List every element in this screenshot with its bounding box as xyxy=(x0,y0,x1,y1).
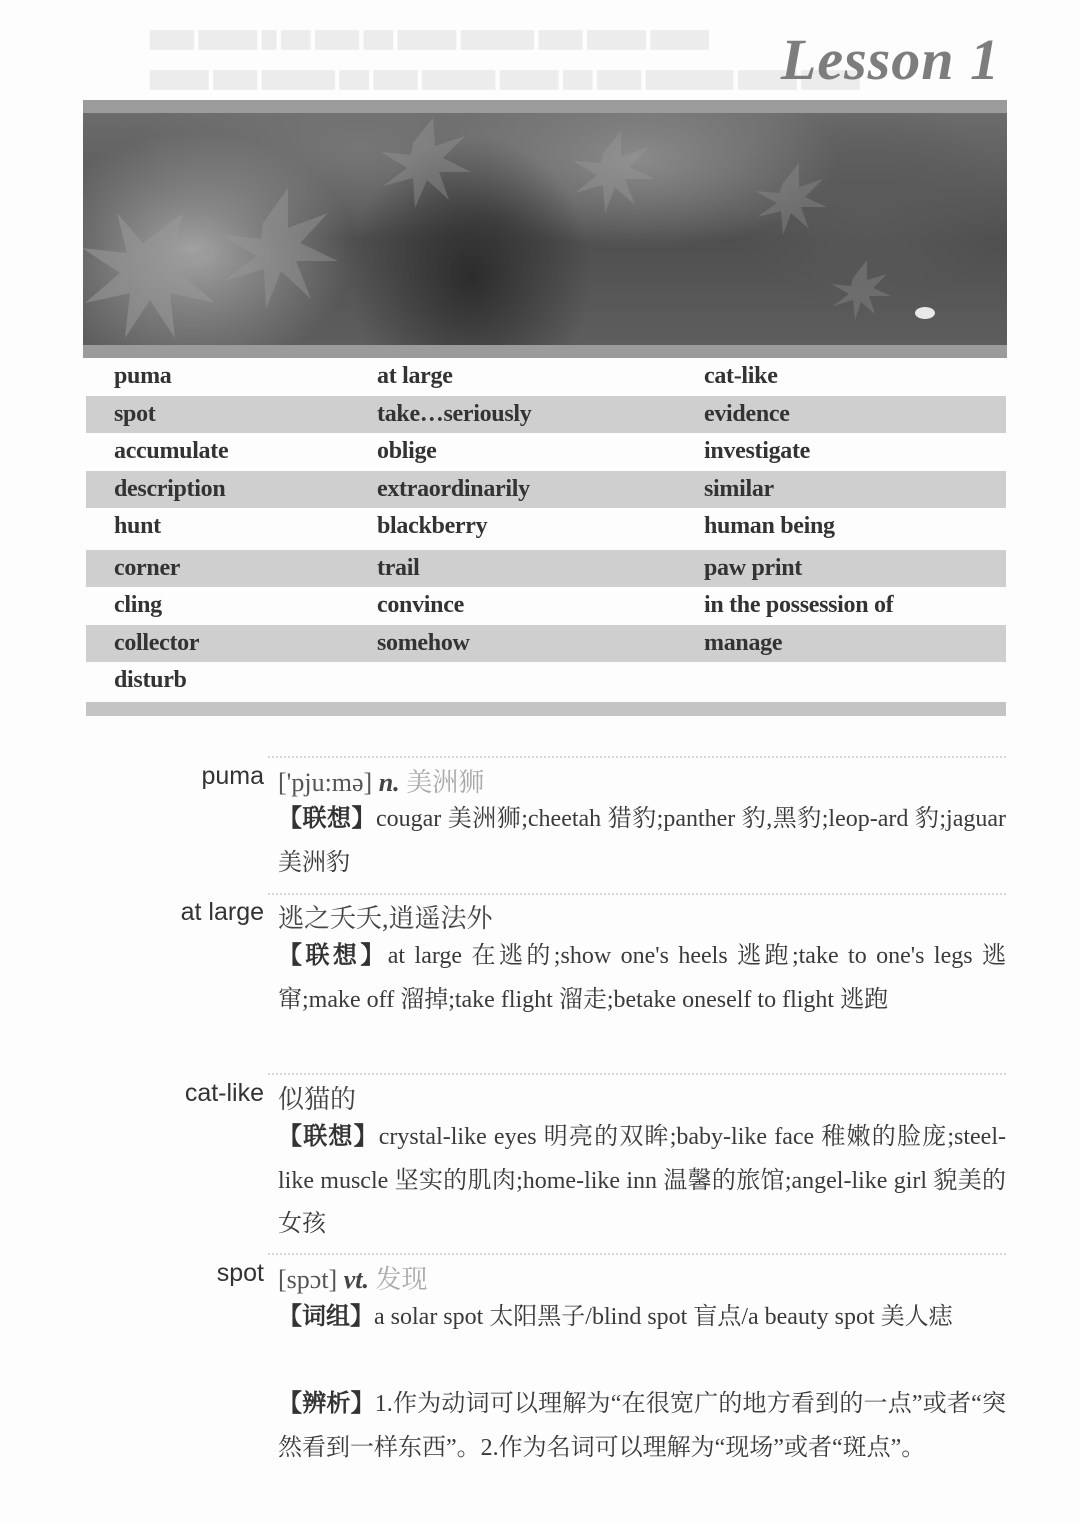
vocab-word: puma xyxy=(114,363,172,390)
entry-section xyxy=(278,1116,1006,1247)
vocab-row xyxy=(86,587,1006,625)
entry-headword: spot xyxy=(216,1259,264,1287)
entry-phonetic: ['pju:mə] xyxy=(278,768,373,797)
entry-headword: puma xyxy=(201,762,264,790)
entry-section xyxy=(278,935,1006,1022)
vocab-word: paw print xyxy=(704,554,802,581)
maple-leaves-photo xyxy=(83,113,1007,345)
vocab-row xyxy=(86,662,1006,700)
entry-section xyxy=(278,798,1006,885)
vocab-word: cat-like xyxy=(704,363,778,390)
entry-phonetic: [spɔt] xyxy=(278,1265,338,1294)
bleed-through-text: ▇▇▇▇ ▇▇▇ ▇▇▇▇▇ ▇▇ ▇▇▇ ▇▇▇▇▇ ▇▇▇▇ ▇▇ ▇▇▇ ▇▇▇▇▇▇ ▇▇▇▇ ▇▇▇▇ xyxy=(150,69,860,90)
entry-definition xyxy=(278,1259,427,1296)
entry-definition xyxy=(278,1079,356,1116)
vocab-word: spot xyxy=(114,400,156,427)
vocab-row xyxy=(86,625,1006,663)
section-text: a solar spot 太阳黑子/blind spot 盲点/a beauty spot 美人痣 xyxy=(374,1304,953,1330)
entry-definition xyxy=(278,898,493,935)
vocab-row xyxy=(86,433,1006,471)
vocab-word: blackberry xyxy=(377,513,488,540)
vocab-row xyxy=(86,396,1006,434)
entry-section xyxy=(278,1296,1006,1340)
vocab-row xyxy=(86,471,1006,509)
vocab-word: human being xyxy=(704,513,835,540)
vocab-word: trail xyxy=(377,554,420,581)
entry-divider xyxy=(268,1073,1006,1075)
entry-meaning: 发现 xyxy=(375,1265,428,1294)
section-text: 1.作为动词可以理解为“在很宽广的地方看到的一点”或者“突然看到一样东西”。2.作为名词可以理解为“现场”或者“斑点”。 xyxy=(278,1391,1006,1461)
entry-headline xyxy=(0,762,1080,802)
vocab-word: extraordinarily xyxy=(377,475,530,502)
entry-headline xyxy=(0,1259,1080,1299)
entry-definition xyxy=(278,762,484,799)
vocab-row xyxy=(86,550,1006,588)
vocab-row xyxy=(86,508,1006,546)
vocab-word: manage xyxy=(704,629,783,656)
entry-divider xyxy=(268,893,1006,895)
entry-part-of-speech: vt. xyxy=(343,1265,369,1294)
entry-section xyxy=(278,1383,1006,1470)
lesson-title: Lesson 1 xyxy=(780,27,1000,92)
entry-headline xyxy=(0,898,1080,938)
entry-headword: at large xyxy=(180,898,264,926)
entry-headline xyxy=(0,1079,1080,1119)
vocab-word: corner xyxy=(114,554,181,581)
vocab-word: investigate xyxy=(704,438,811,465)
section-tag: 【联想】 xyxy=(278,806,376,832)
vocab-word: collector xyxy=(114,629,200,656)
entry-divider xyxy=(268,1253,1006,1255)
entry-meaning: 似猫的 xyxy=(278,1085,357,1114)
vocab-word: somehow xyxy=(377,629,470,656)
section-text: at large 在逃的;show one's heels 逃跑;take to one's legs 逃窜;make off 溜掉;take flight 溜走;betake oneself to flight 逃跑 xyxy=(278,943,1007,1013)
vocab-word: convince xyxy=(377,592,464,619)
vocab-word: accumulate xyxy=(114,438,229,465)
entry-headword: cat-like xyxy=(184,1079,264,1107)
section-tag: 【词组】 xyxy=(278,1304,374,1330)
section-tag: 【联想】 xyxy=(278,943,388,969)
vocab-word: oblige xyxy=(377,438,437,465)
section-text: cougar 美洲狮;cheetah 猎豹;panther 豹,黑豹;leop-ard 豹;jaguar 美洲豹 xyxy=(278,806,1006,876)
entry-meaning: 美洲狮 xyxy=(406,768,485,797)
section-text: crystal-like eyes 明亮的双眸;baby-like face 稚嫩的脸庞;steel-like muscle 坚实的肌肉;home-like inn 温馨的旅馆;angel-like girl 貌美的女孩 xyxy=(278,1124,1006,1237)
entry-part-of-speech: n. xyxy=(378,768,400,797)
vocab-word: similar xyxy=(704,475,774,502)
vocab-word: evidence xyxy=(704,400,790,427)
vocab-row xyxy=(86,358,1006,396)
vocab-word: at large xyxy=(377,363,453,390)
vocab-word: disturb xyxy=(114,667,187,694)
vocab-word: description xyxy=(114,475,226,502)
vocab-word: take…seriously xyxy=(377,400,532,427)
vocab-word: in the possession of xyxy=(704,592,894,619)
banner-photo-frame xyxy=(83,100,1007,358)
vocab-word: cling xyxy=(114,592,162,619)
vocab-word: hunt xyxy=(114,513,161,540)
section-tag: 【联想】 xyxy=(278,1124,379,1150)
section-tag: 【辨析】 xyxy=(278,1391,375,1417)
bleed-through-text: ▇▇▇ ▇▇▇▇ ▇ ▇▇ ▇▇▇ ▇▇ ▇▇▇▇ ▇▇▇▇▇ ▇▇▇ ▇▇▇▇ ▇▇▇▇ xyxy=(150,29,709,50)
vocabulary-table xyxy=(86,358,1006,716)
vocab-table-bottom-bar xyxy=(86,702,1006,716)
entry-divider xyxy=(268,756,1006,758)
entry-meaning: 逃之夭夭,逍遥法外 xyxy=(278,904,493,933)
